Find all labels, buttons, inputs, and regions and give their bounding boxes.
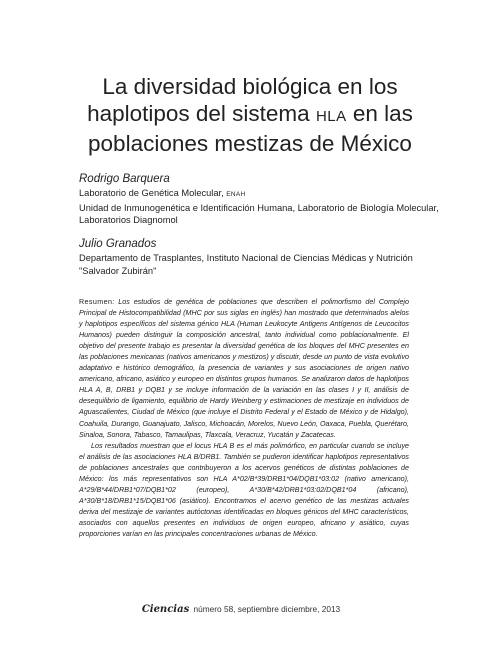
author-name: Rodrigo Barquera: [79, 173, 170, 185]
abstract-text: : Los estudios de genética de poblaciones que describen el polimorfismo del Complejo Principal de Histocompatibilidad (MHC por sus siglas en inglés) han mostrado que determinados alelos y haplotipos específicos del sistema génico HLA (Human Leukocyte Antigens Antígenos de Leucocitos Humanos) pueden distinguir la composición ancestral, tanto individual como poblacionalmente. El objetivo del presente trabajo es presentar la diversidad genética de los bloques del MHC presentes en las poblaciones mexicanas (nativos americanos y mestizos) y discutir, desde un punto de vista evolutivo adaptativo e histórico demográfico, la presencia de variantes y sus asociaciones de origen nativo americano, africano, asiático y europeo en distintos grupos humanos. Se analizaron datos de haplotipos HLA A, B, DRB1 y DQB1 y se incluye información de la variación en las clases I y II, análisis de desequilibrio de ligamiento, equilibrio de Hardy Weinberg y estimaciones de mestizaje en individuos de Aguascalientes, Ciudad de México (que incluye el Distrito Federal y el Estado de México y de Hidalgo), Coahuila, Durango, Guanajuato, Jalisco, Michoacán, Morelos, Nuevo León, Oaxaca, Puebla, Querétaro, Sinaloa, Sonora, Tabasco, Tamaulipas, Tlaxcala, Veracruz, Yucatán y Zacatecas.: [79, 298, 409, 439]
journal-logo: Ciencias: [141, 604, 190, 615]
author-block-2: [79, 237, 439, 277]
title-hla: HLA: [315, 108, 347, 125]
issue-info: número 58, septiembre diciembre, 2013: [193, 604, 341, 614]
author-affiliation: Unidad de Inmunogenética e Identificación Humana, Laboratorio de Biología Molecular, Laboratorios Diagnomol: [79, 202, 439, 225]
author-name: Julio Granados: [79, 238, 157, 250]
abstract-paragraph: Los resultados muestran que el locus HLA B es el más polimórfico, en particular cuando se incluye el análisis de las asociaciones HLA B/DRB1. También se pudieron identificar haplotipos representativos de poblaciones ancestrales que contribuyeron a los acervos genéticos de distintas poblaciones de México: los más representativos son HLA A*02/B*39/DRB1*04/DQB1*03:02 (nativo americano), A*29/B*44/DRB1*07/DQB1*02 (europeo), A*30/B*42/DRB1*03:02/DQB1*04 (africano), A*30/B*18/DRB1*15/DQB1*06 (asiático). Encontramos el acervo genético de las mestizas actuales deriva del mestizaje de variantes autóctonas identificadas en bloques génicos del MHC característicos, asociados con aquellos presentes en individuos de origen europeo, africano y asiático, cuyas proporciones varían en las principales concentraciones urbanas de México.: [79, 441, 409, 538]
affiliation-acronym: ENAH: [226, 191, 246, 198]
title-part-2: en las poblaciones mestizas de México: [88, 101, 413, 156]
affiliation-text: Laboratorio de Genética Molecular,: [79, 188, 227, 198]
author-block-1: [79, 172, 439, 227]
author-affiliation: Departamento de Trasplantes, Instituto Nacional de Ciencias Médicas y Nutrición "Salvador Zubirán": [79, 253, 413, 276]
abstract-paragraph: [79, 297, 409, 441]
author-affiliation: [79, 187, 439, 202]
title-part-1: La diversidad biológica en los haplotipos del sistema: [87, 74, 398, 126]
abstract: [79, 297, 409, 540]
abstract-label: Resumen: [79, 298, 113, 306]
page-footer: [0, 604, 482, 615]
article-title: [60, 73, 440, 157]
